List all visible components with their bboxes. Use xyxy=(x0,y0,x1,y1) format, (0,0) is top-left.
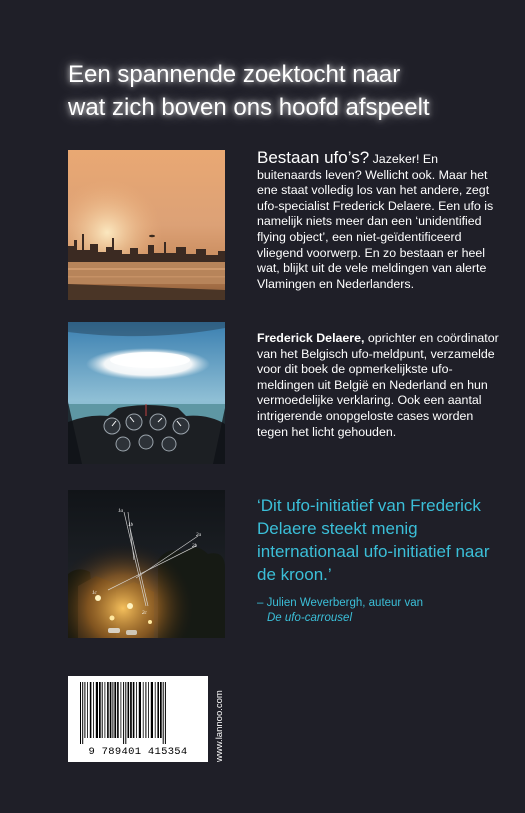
svg-text:2a: 2a xyxy=(196,533,201,538)
photo-sunset-industry xyxy=(68,150,225,300)
quote-author: – Julien Weverbergh, auteur van xyxy=(257,597,423,609)
photo-glider-cockpit xyxy=(68,322,225,464)
publisher-website: www.lannoo.com xyxy=(214,690,225,762)
headline-line-2: wat zich boven ons hoofd afspeelt xyxy=(68,94,430,121)
intro-text: Jazeker! En buitenaards leven? Wellicht ook. Maar het ene staat volledig los van het andere, zegt ufo-specialist Frederick Delaere. Een ufo is namelijk niets meer dan een ‘unidentified flying object’, een niet-geïdentificeerd vliegend voorwerp. En zo bestaan er heel wat, blijkt uit de vele meldingen van alerte Vlamingen en Nederlanders. xyxy=(257,152,494,291)
svg-text:1a: 1a xyxy=(118,509,123,514)
svg-text:1b: 1b xyxy=(128,523,133,528)
barcode xyxy=(68,676,208,762)
svg-text:2c: 2c xyxy=(142,611,147,616)
author-paragraph xyxy=(257,331,502,440)
review-quote: ‘Dit ufo-initiatief van Frederick Delaere steekt menig internationaal ufo-initiatief naar de kroon.’ xyxy=(257,496,490,584)
author-name: Frederick Delaere, xyxy=(257,331,365,345)
svg-text:2b: 2b xyxy=(192,544,197,549)
quote-book-title: De ufo-carrousel xyxy=(267,611,353,624)
intro-paragraph xyxy=(257,150,502,292)
intro-lead: Bestaan ufo’s? xyxy=(257,148,370,167)
quote-attribution xyxy=(257,596,507,625)
headline-line-1: Een spannende zoektocht naar xyxy=(68,61,401,88)
author-text: oprichter en coördinator van het Belgisch ufo-meldpunt, verzamelde voor dit boek de opmerkelijkste ufo-meldingen uit België en Nederland en hun vermoedelijke verklaring. Ook een aantal intrigerende onopgeloste cases worden tegen het licht gehouden. xyxy=(257,331,499,439)
photo-night-street xyxy=(68,490,225,638)
isbn-number: 9 789401 415354 xyxy=(88,746,188,758)
barcode-bars xyxy=(78,682,198,744)
svg-text:1c: 1c xyxy=(92,591,97,596)
headline xyxy=(68,58,508,124)
